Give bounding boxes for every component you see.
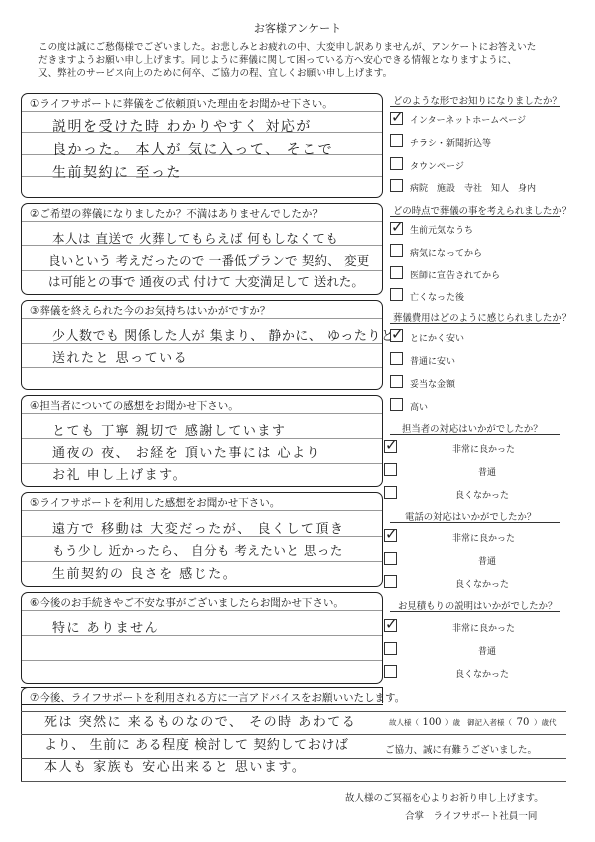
document-title: お客様アンケート [253,22,342,35]
staff-option-label: 普通 [478,468,497,478]
signature-text: 合掌 ライフサポート社員一同 [405,811,538,822]
staff-option-label: 良くなかった [455,491,510,501]
question-4-answer-line: とても 丁寧 親切で 感謝しています [52,424,287,439]
question-3-heading: ③葬儀を終えられた今のお気持ちはいかがですか？ [30,305,271,317]
estimate-option-label: 良くなかった [455,670,510,680]
cost-option-label: 妥当な金額 [410,380,456,390]
writer-age-label: 御記入者様（ [467,718,512,727]
phone-checkbox[interactable] [384,575,397,588]
phone-option-label: 普通 [478,557,497,567]
phone-option-label: 良くなかった [455,580,510,590]
estimate-option-label: 普通 [478,647,497,657]
source-option-label: タウンページ [410,162,464,172]
section-source-heading: どのような形でお知りになりましたか？ [393,96,562,107]
question-4-answer-line: お礼 申し上げます。 [52,468,188,483]
question-5-answer-line: もう少し 近かったら、 自分も 考えたいと 思った [52,543,343,558]
check-mark-icon: ✓ [385,615,398,633]
question-1-answer-line: 良かった。 本人が 気に入って、 そこで [52,142,334,158]
question-1-heading: ①ライフサポートに葬儀をご依頼頂いた理由をお聞かせ下さい。 [30,98,333,110]
source-checkbox[interactable] [390,157,403,170]
question-3-box [21,300,395,390]
estimate-checkbox[interactable] [384,642,397,655]
deceased-age-value: 100 [422,717,442,728]
writer-age [467,717,557,728]
intro-line: だきますようお願い申し上げます。同じように葬儀に関して困っている方へ安心できる情報となりますように、 [38,55,517,66]
check-mark-icon: ✓ [391,325,404,343]
timing-option-label: 病気になってから [410,249,483,259]
question-2-heading: ②ご希望の葬儀になりましたか？不満はありませんでしたか？ [30,208,323,220]
question-7-answer-line: より、 生前に ある程度 検討して 契約しておけば [44,738,349,753]
timing-option-label: 生前元気なうち [410,226,474,236]
deceased-age [389,717,460,728]
timing-option-label: 医師に宣告されてから [410,271,501,281]
question-4-answer-line: 通夜の 夜、 お経を 頂いた事には 心より [52,446,322,461]
cost-checkbox[interactable] [390,352,403,365]
question-4-heading: ④担当者についての感想をお聞かせ下さい。 [30,400,239,412]
section-estimate-heading: お見積もりの説明はいかがでしたか？ [398,601,558,612]
prayer-text: 故人様のご冥福を心よりお祈り申し上げます。 [345,793,544,804]
check-mark-icon: ✓ [385,525,398,543]
question-5-answer-line: 遠方で 移動は 大変だったが、 良くして頂き [52,522,345,537]
writer-age-value: 70 [516,717,530,728]
question-2-box [21,203,383,295]
intro-text [38,41,563,80]
timing-checkbox[interactable] [390,244,403,257]
question-5-box [21,492,383,587]
section-staff-heading: 担当者の対応はいかがでしたか？ [402,424,543,435]
section-timing-heading: どの時点で葬儀の事を考えられましたか？ [393,206,572,217]
source-option-label: チラシ・新聞折込等 [410,139,492,149]
timing-option-label: 亡くなった後 [410,293,465,303]
cost-checkbox[interactable] [390,398,403,411]
cost-option-label: とにかく安い [410,334,465,344]
question-6-box [21,592,383,684]
intro-line: この度は誠にご愁傷様でございました。お悲しみとお疲れの中、大変申し訳ありませんが、アンケートにお答えいた [38,42,537,53]
timing-checkbox[interactable] [390,266,403,279]
section-phone-heading: 電話の対応はいかがでしたか？ [405,512,537,523]
check-mark-icon: ✓ [391,218,404,236]
question-5-answer-line: 生前契約の 良さを 感じた。 [52,567,238,582]
question-5-heading: ⑤ライフサポートを利用した感想をお聞かせ下さい。 [30,497,281,509]
source-checkbox[interactable] [390,134,403,147]
cost-option-label: 普通に安い [410,357,456,367]
deceased-age-label: 故人様（ [389,718,419,727]
cost-option-label: 高い [410,403,429,413]
section-cost-heading: 葬儀費用はどのように感じられましたか？ [393,313,572,324]
question-7-heading: ⑦今後、ライフサポートを利用される方に一言アドバイスをお願いいたします。 [30,692,406,704]
phone-checkbox[interactable] [384,552,397,565]
question-4-box [21,395,383,487]
deceased-age-unit: ）歳 [445,718,460,727]
phone-option-label: 非常に良かった [452,534,516,544]
timing-checkbox[interactable] [390,288,403,301]
question-3-answer-line: 少人数でも 関係した人が 集まり、 静かに、 ゆったりと [52,329,395,344]
question-7-answer-line: 本人も 家族も 安心出来ると 思います。 [44,760,307,775]
question-1-answer-line: 生前契約に 至った [52,165,182,181]
staff-option-label: 非常に良かった [452,445,516,455]
intro-line: 又、弊社のサービス向上のために何卒、ご協力の程、宜しくお願い申し上げます。 [38,68,393,79]
question-3-answer-line: 送れたと 思っている [52,351,189,366]
writer-age-unit: ）歳代 [534,718,557,727]
estimate-checkbox[interactable] [384,665,397,678]
estimate-option-label: 非常に良かった [452,624,516,634]
staff-checkbox[interactable] [384,463,397,476]
question-2-answer-line: は可能との事で 通夜の式 付けて 大変満足して 送れた。 [48,274,364,289]
question-1-answer-line: 説明を受けた時 わかりやすく 対応が [52,119,312,135]
source-checkbox[interactable] [390,179,403,192]
check-mark-icon: ✓ [391,108,404,126]
question-6-answer-line: 特に ありません [52,621,160,636]
source-option-label: 病院 施設 寺社 知人 身内 [410,184,537,194]
check-mark-icon: ✓ [385,436,398,454]
question-1-box [21,93,383,198]
question-2-answer-line: 本人は 直送で 火葬してもらえば 何もしなくても [52,231,339,246]
thanks-text: ご協力、誠に有難うございました。 [385,745,538,756]
question-2-answer-line: 良いという 考えだったので 一番低プランで 契約、 変更 [48,253,370,268]
staff-checkbox[interactable] [384,486,397,499]
question-7-answer-line: 死は 突然に 来るものなので、 その時 あわてる [44,715,357,730]
cost-checkbox[interactable] [390,375,403,388]
source-option-label: インターネットホームページ [410,116,527,126]
question-6-heading: ⑥今後のお手続きやご不安な事がございましたらお聞かせ下さい。 [30,597,344,609]
